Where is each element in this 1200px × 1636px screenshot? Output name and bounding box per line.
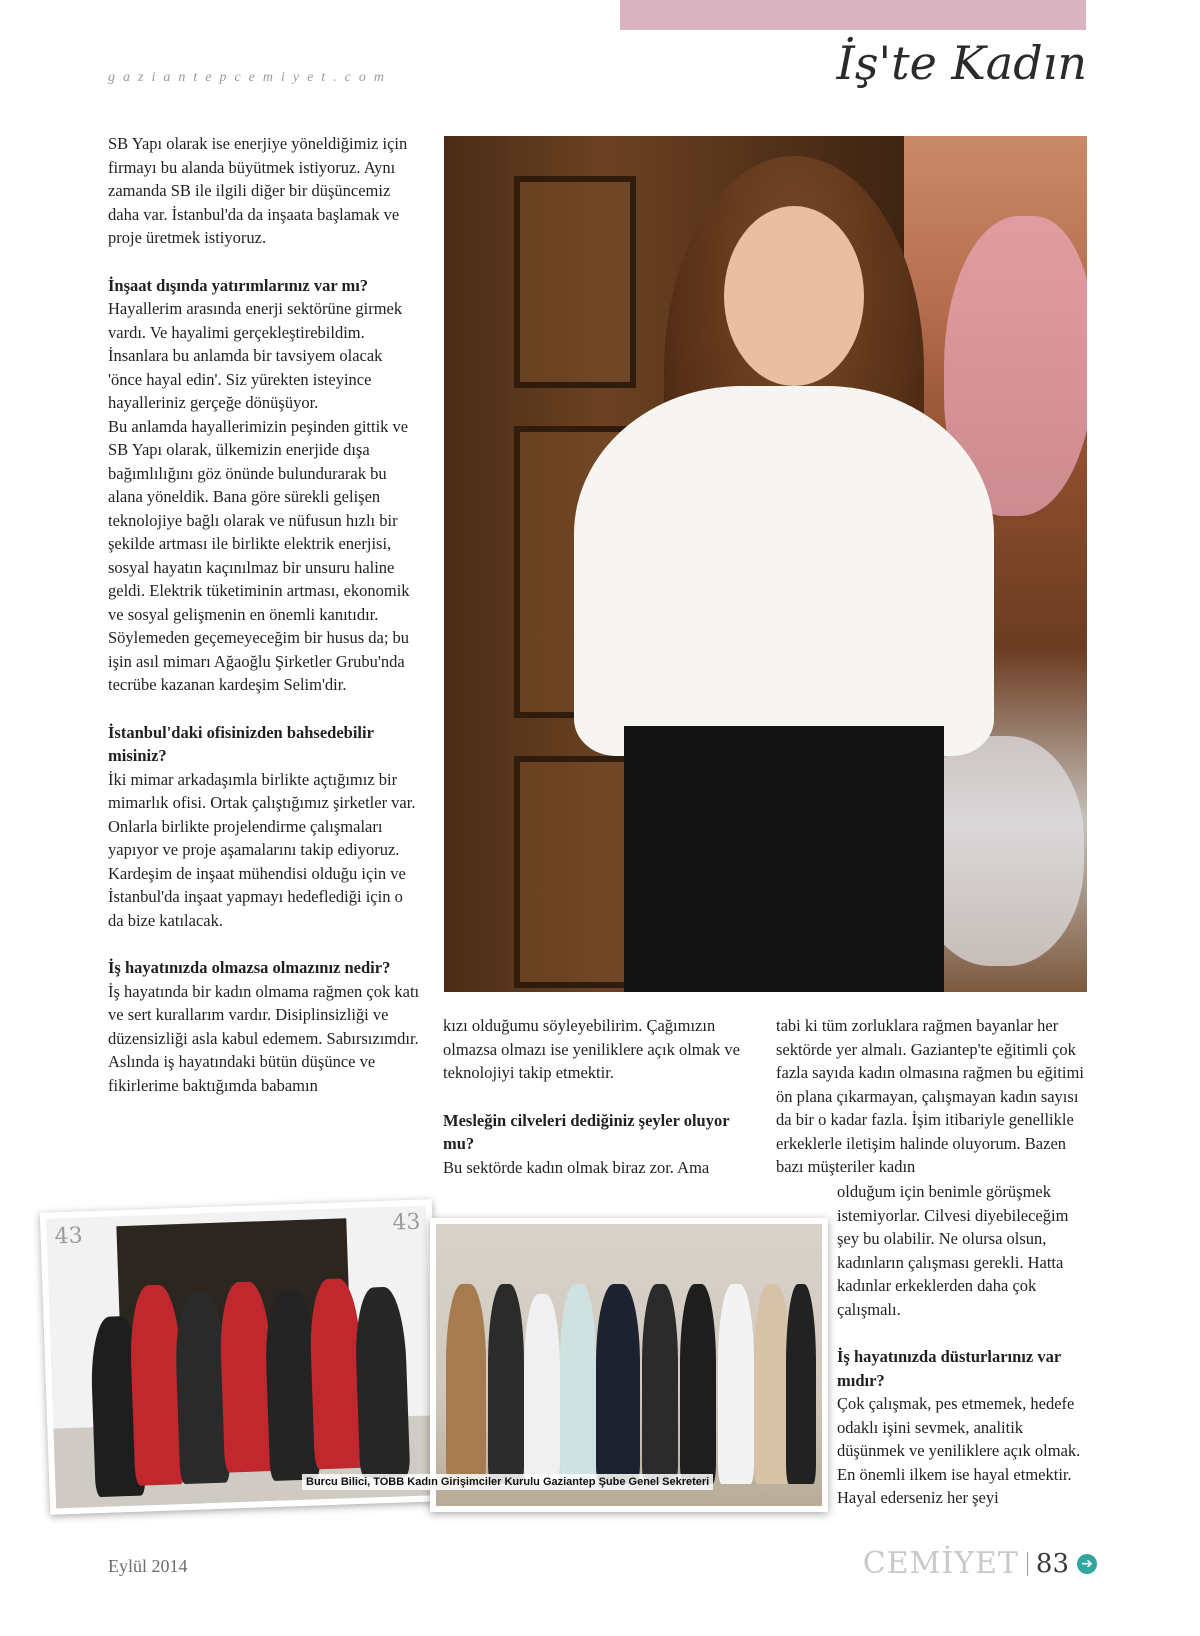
article-column-3-top [776, 1014, 1088, 1179]
paragraph: Bu sektörde kadın olmak biraz zor. Ama [443, 1157, 710, 1177]
paragraph: olduğum için benimle görüşmek istemiyorlar. Cilvesi diyebileceğim şey bu olabilir. Ne olursa olsun, kadınların çalışması gerekli. Hatta kadınlar erkeklerden daha çok çalışmalı. [837, 1182, 1069, 1319]
article-column-3-bottom [837, 1180, 1089, 1510]
arrow-right-circle-icon[interactable]: ➔ [1077, 1554, 1097, 1574]
paragraph: Çok çalışmak, pes etmemek, hedefe odaklı işini sevmek, analitik düşünmek ve yeniliklere açık olmak. En önemli ilkem ise hayal etmektir. Hayal ederseniz her şeyi [837, 1394, 1081, 1507]
question-heading: İnşaat dışında yatırımlarınız var mı? [108, 275, 369, 295]
photo-caption: Burcu Bilici, TOBB Kadın Girişimciler Kurulu Gaziantep Şube Genel Sekreteri [302, 1474, 713, 1490]
question-heading: İş hayatınızda düsturlarınız var mıdır? [837, 1347, 1061, 1390]
magazine-brand: CEMİYET [862, 1546, 1019, 1581]
group-photo-left [40, 1199, 442, 1514]
question-heading: Mesleğin cilveleri dediğiniz şeyler oluyor mu? [443, 1110, 730, 1153]
website-url: gaziantepcemiyet.com [108, 70, 393, 85]
paragraph: kızı olduğumu söyleyebilirim. Çağımızın olmazsa olmazı ise yeniliklere açık olmak ve teknolojiyi takip etmektir. [443, 1016, 740, 1082]
issue-date: Eylül 2014 [108, 1556, 188, 1576]
group-photo-right [430, 1218, 828, 1512]
paragraph: tabi ki tüm zorluklara rağmen bayanlar her sektörde yer almalı. Gaziantep'te eğitimli çok fazla sayıda kadın olmasına rağmen bu eğitimi ön plana çıkarmayan, çalışmayan kadın sayısı da bir o kadar fazla. İşim itibariyle genellikle erkeklerle iletişim halinde oluyorum. Bazen bazı müşteriler kadın [776, 1016, 1084, 1176]
paragraph: Hayallerim arasında enerji sektörüne girmek vardı. Ve hayalimi gerçekleştirebildim. İnsanlara bu anlamda bir tavsiyem olacak 'önce hayal edin'. Siz yürekten isteyince hayalleriniz gerçeğe dönüşüyor. [108, 299, 403, 412]
paragraph: Söylemeden geçemeyeceğim bir husus da; bu işin asıl mimarı Ağaoğlu Şirketler Grubu'nda tecrübe kazanan kardeşim Selim'dir. [108, 628, 410, 694]
page-number: 83 [1035, 1548, 1069, 1579]
header-accent-bar [620, 0, 1086, 30]
photo-number: 43 [54, 1223, 84, 1250]
paragraph: SB Yapı olarak ise enerjiye yöneldiğimiz için firmayı bu alanda büyütmek istiyoruz. Aynı zamanda SB ile ilgili diğer bir düşüncemiz daha var. İstanbul'da da inşaata başlamak ve proje üretmek istiyoruz. [108, 134, 408, 247]
paragraph: Bu anlamda hayallerimizin peşinden gittik ve SB Yapı olarak, ülkemizin enerjide dışa bağımlılığını göz önünde bulundurarak bu alana yöneldik. Bana göre sürekli gelişen teknolojiye bağlı olarak ve nüfusun hızlı bir şekilde artması ile birlikte elektrik enerjisi, sosyal hayatın kaçınılmaz bir unsuru haline geldi. Elektrik tüketiminin artması, ekonomik ve sosyal gelişmenin en önemli kanıtıdır. [108, 416, 410, 624]
article-column-2 [443, 1014, 743, 1179]
divider [1027, 1552, 1028, 1576]
question-heading: İş hayatınızda olmazsa olmazınız nedir? [108, 958, 391, 977]
photo-number: 43 [391, 1209, 421, 1236]
paragraph: İki mimar arkadaşımla birlikte açtığımız bir mimarlık ofisi. Ortak çalıştığımız şirketler var. Onlarla birlikte projelendirme çalışmaları yapıyor ve proje aşamalarını takip ediyoruz. Kardeşim de inşaat mühendisi olduğu için ve İstanbul'da inşaat yapmayı hedeflediği için o da bize katılacak. [108, 769, 416, 930]
paragraph: İş hayatında bir kadın olmama rağmen çok katı ve sert kurallarım vardır. Disiplinsizliği ve düzensizliği asla kabul edemem. Sabırsızımdır. Aslında iş hayatındaki bütün düşünce ve fikirlerime baktığımda babamın [108, 981, 420, 1095]
portrait-photo [444, 136, 1087, 992]
article-column-1 [108, 132, 420, 1097]
question-heading: İstanbul'daki ofisinizden bahsedebilir misiniz? [108, 722, 374, 765]
footer-brand [863, 1546, 1097, 1581]
section-title: İş'te Kadın [836, 36, 1087, 90]
